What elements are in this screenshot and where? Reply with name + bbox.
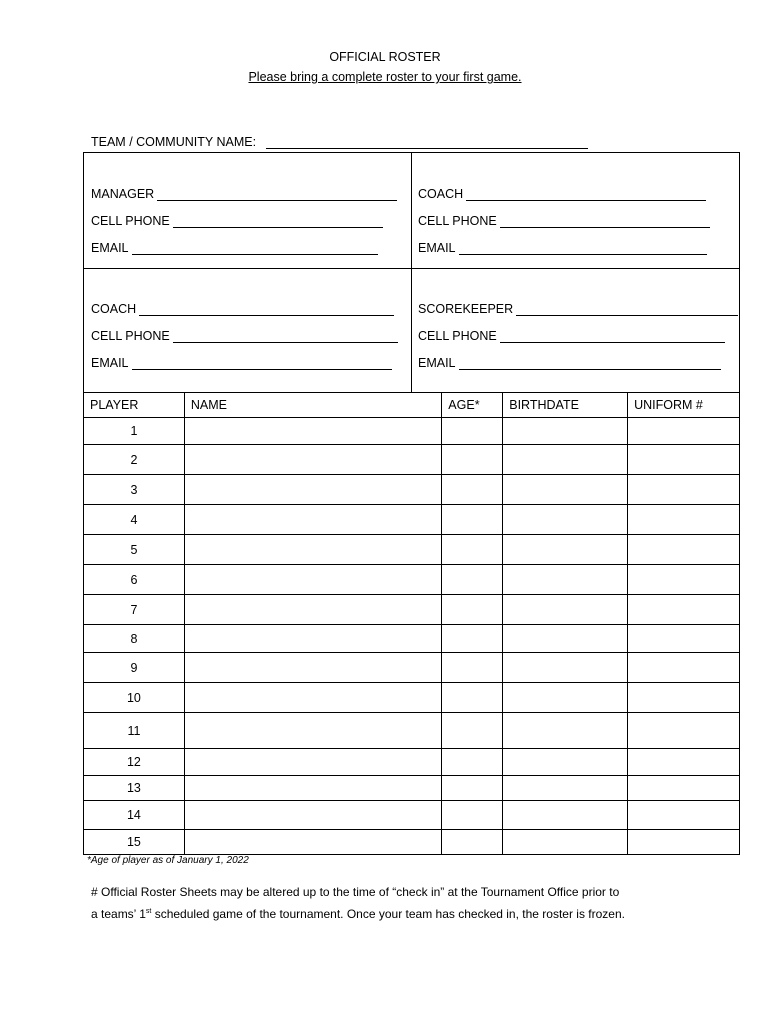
uniform-cell[interactable] bbox=[628, 749, 740, 776]
name-cell[interactable] bbox=[184, 535, 441, 565]
age-footnote: *Age of player as of January 1, 2022 bbox=[87, 855, 249, 866]
page-title: OFFICIAL ROSTER bbox=[329, 50, 441, 64]
birthdate-cell[interactable] bbox=[503, 749, 628, 776]
age-cell[interactable] bbox=[442, 595, 503, 625]
birthdate-cell[interactable] bbox=[503, 713, 628, 749]
coach1-field[interactable] bbox=[418, 187, 706, 201]
table-row bbox=[84, 830, 740, 855]
age-cell[interactable] bbox=[442, 830, 503, 855]
player-number: 2 bbox=[84, 445, 185, 475]
birthdate-cell[interactable] bbox=[503, 445, 628, 475]
manager-cell-label: CELL PHONE bbox=[91, 214, 170, 228]
age-cell[interactable] bbox=[442, 776, 503, 801]
uniform-cell[interactable] bbox=[628, 830, 740, 855]
birthdate-cell[interactable] bbox=[503, 801, 628, 830]
table-row bbox=[84, 505, 740, 535]
birthdate-cell[interactable] bbox=[503, 475, 628, 505]
name-cell[interactable] bbox=[184, 475, 441, 505]
manager-label: MANAGER bbox=[91, 187, 155, 201]
uniform-cell[interactable] bbox=[628, 565, 740, 595]
age-cell[interactable] bbox=[442, 625, 503, 653]
uniform-cell[interactable] bbox=[628, 713, 740, 749]
coach2-cell-field[interactable] bbox=[91, 329, 398, 343]
team-name-label: TEAM / COMMUNITY NAME: bbox=[91, 135, 257, 149]
name-cell[interactable] bbox=[184, 830, 441, 855]
uniform-cell[interactable] bbox=[628, 475, 740, 505]
scorekeeper-label: SCOREKEEPER bbox=[418, 302, 514, 316]
roster-note-line1: # Official Roster Sheets may be altered up to the time of “check in” at the Tournament Office prior to bbox=[91, 885, 620, 899]
player-number: 1 bbox=[84, 418, 185, 445]
uniform-cell[interactable] bbox=[628, 776, 740, 801]
table-row bbox=[84, 713, 740, 749]
player-number: 14 bbox=[84, 801, 185, 830]
scorekeeper-cell-label: CELL PHONE bbox=[418, 329, 497, 343]
scorekeeper-field[interactable] bbox=[418, 302, 738, 316]
player-number: 4 bbox=[84, 505, 185, 535]
roster-note-line2-a: a teams’ 1 bbox=[91, 907, 146, 921]
name-cell[interactable] bbox=[184, 749, 441, 776]
birthdate-cell[interactable] bbox=[503, 418, 628, 445]
player-number: 12 bbox=[84, 749, 185, 776]
player-number: 7 bbox=[84, 595, 185, 625]
table-row bbox=[84, 475, 740, 505]
age-cell[interactable] bbox=[442, 565, 503, 595]
coach2-email-field[interactable] bbox=[91, 356, 392, 370]
age-cell[interactable] bbox=[442, 445, 503, 475]
staff-divider-horizontal bbox=[83, 268, 740, 269]
page-subtitle: Please bring a complete roster to your first game. bbox=[248, 70, 522, 84]
age-cell[interactable] bbox=[442, 713, 503, 749]
roster-table bbox=[83, 392, 740, 855]
uniform-cell[interactable] bbox=[628, 505, 740, 535]
player-number: 8 bbox=[84, 625, 185, 653]
name-cell[interactable] bbox=[184, 653, 441, 683]
birthdate-cell[interactable] bbox=[503, 565, 628, 595]
coach1-cell-field[interactable] bbox=[418, 214, 710, 228]
table-row bbox=[84, 776, 740, 801]
table-row bbox=[84, 595, 740, 625]
player-number: 5 bbox=[84, 535, 185, 565]
roster-note-line2 bbox=[91, 907, 625, 921]
uniform-cell[interactable] bbox=[628, 418, 740, 445]
roster-body bbox=[84, 418, 740, 855]
name-cell[interactable] bbox=[184, 565, 441, 595]
birthdate-cell[interactable] bbox=[503, 830, 628, 855]
age-cell[interactable] bbox=[442, 505, 503, 535]
coach1-cell-label: CELL PHONE bbox=[418, 214, 497, 228]
scorekeeper-email-label: EMAIL bbox=[418, 356, 456, 370]
player-number: 13 bbox=[84, 776, 185, 801]
uniform-cell[interactable] bbox=[628, 683, 740, 713]
table-row bbox=[84, 683, 740, 713]
player-number: 3 bbox=[84, 475, 185, 505]
age-cell[interactable] bbox=[442, 683, 503, 713]
birthdate-cell[interactable] bbox=[503, 595, 628, 625]
team-name-line[interactable] bbox=[266, 136, 588, 149]
birthdate-cell[interactable] bbox=[503, 653, 628, 683]
coach2-label: COACH bbox=[91, 302, 137, 316]
name-cell[interactable] bbox=[184, 625, 441, 653]
birthdate-cell[interactable] bbox=[503, 625, 628, 653]
col-header-birthdate: BIRTHDATE bbox=[503, 393, 628, 418]
roster-header-row bbox=[84, 393, 740, 418]
birthdate-cell[interactable] bbox=[503, 505, 628, 535]
player-number: 11 bbox=[84, 713, 185, 749]
scorekeeper-cell-field[interactable] bbox=[418, 329, 725, 343]
scorekeeper-email-field[interactable] bbox=[418, 356, 721, 370]
col-header-player: PLAYER bbox=[84, 393, 185, 418]
col-header-age: AGE* bbox=[442, 393, 503, 418]
name-cell[interactable] bbox=[184, 801, 441, 830]
coach2-field[interactable] bbox=[91, 302, 394, 316]
age-cell[interactable] bbox=[442, 535, 503, 565]
staff-divider-vertical bbox=[411, 152, 412, 393]
age-cell[interactable] bbox=[442, 801, 503, 830]
uniform-cell[interactable] bbox=[628, 445, 740, 475]
birthdate-cell[interactable] bbox=[503, 535, 628, 565]
player-number: 6 bbox=[84, 565, 185, 595]
name-cell[interactable] bbox=[184, 445, 441, 475]
manager-email-field[interactable] bbox=[91, 241, 378, 255]
manager-email-label: EMAIL bbox=[91, 241, 129, 255]
age-cell[interactable] bbox=[442, 418, 503, 445]
player-number: 10 bbox=[84, 683, 185, 713]
team-name-field[interactable] bbox=[91, 135, 588, 149]
uniform-cell[interactable] bbox=[628, 535, 740, 565]
uniform-cell[interactable] bbox=[628, 653, 740, 683]
table-row bbox=[84, 535, 740, 565]
player-number: 9 bbox=[84, 653, 185, 683]
name-cell[interactable] bbox=[184, 683, 441, 713]
uniform-cell[interactable] bbox=[628, 801, 740, 830]
table-row bbox=[84, 445, 740, 475]
col-header-name: NAME bbox=[184, 393, 441, 418]
birthdate-cell[interactable] bbox=[503, 776, 628, 801]
manager-field[interactable] bbox=[91, 187, 397, 201]
age-cell[interactable] bbox=[442, 475, 503, 505]
roster-note-line2-sup: st bbox=[145, 908, 152, 915]
age-cell[interactable] bbox=[442, 653, 503, 683]
uniform-cell[interactable] bbox=[628, 625, 740, 653]
coach1-email-field[interactable] bbox=[418, 241, 707, 255]
age-cell[interactable] bbox=[442, 749, 503, 776]
coach2-email-label: EMAIL bbox=[91, 356, 129, 370]
table-row bbox=[84, 749, 740, 776]
coach1-email-label: EMAIL bbox=[418, 241, 456, 255]
table-row bbox=[84, 653, 740, 683]
name-cell[interactable] bbox=[184, 595, 441, 625]
table-row bbox=[84, 625, 740, 653]
manager-cell-field[interactable] bbox=[91, 214, 383, 228]
name-cell[interactable] bbox=[184, 505, 441, 535]
name-cell[interactable] bbox=[184, 713, 441, 749]
coach1-label: COACH bbox=[418, 187, 464, 201]
uniform-cell[interactable] bbox=[628, 595, 740, 625]
roster-note-line2-b: scheduled game of the tournament. Once your team has checked in, the roster is frozen. bbox=[151, 907, 625, 921]
table-row bbox=[84, 418, 740, 445]
name-cell[interactable] bbox=[184, 776, 441, 801]
player-number: 15 bbox=[84, 830, 185, 855]
table-row bbox=[84, 565, 740, 595]
coach2-cell-label: CELL PHONE bbox=[91, 329, 170, 343]
name-cell[interactable] bbox=[184, 418, 441, 445]
col-header-uniform: UNIFORM # bbox=[628, 393, 740, 418]
table-row bbox=[84, 801, 740, 830]
birthdate-cell[interactable] bbox=[503, 683, 628, 713]
